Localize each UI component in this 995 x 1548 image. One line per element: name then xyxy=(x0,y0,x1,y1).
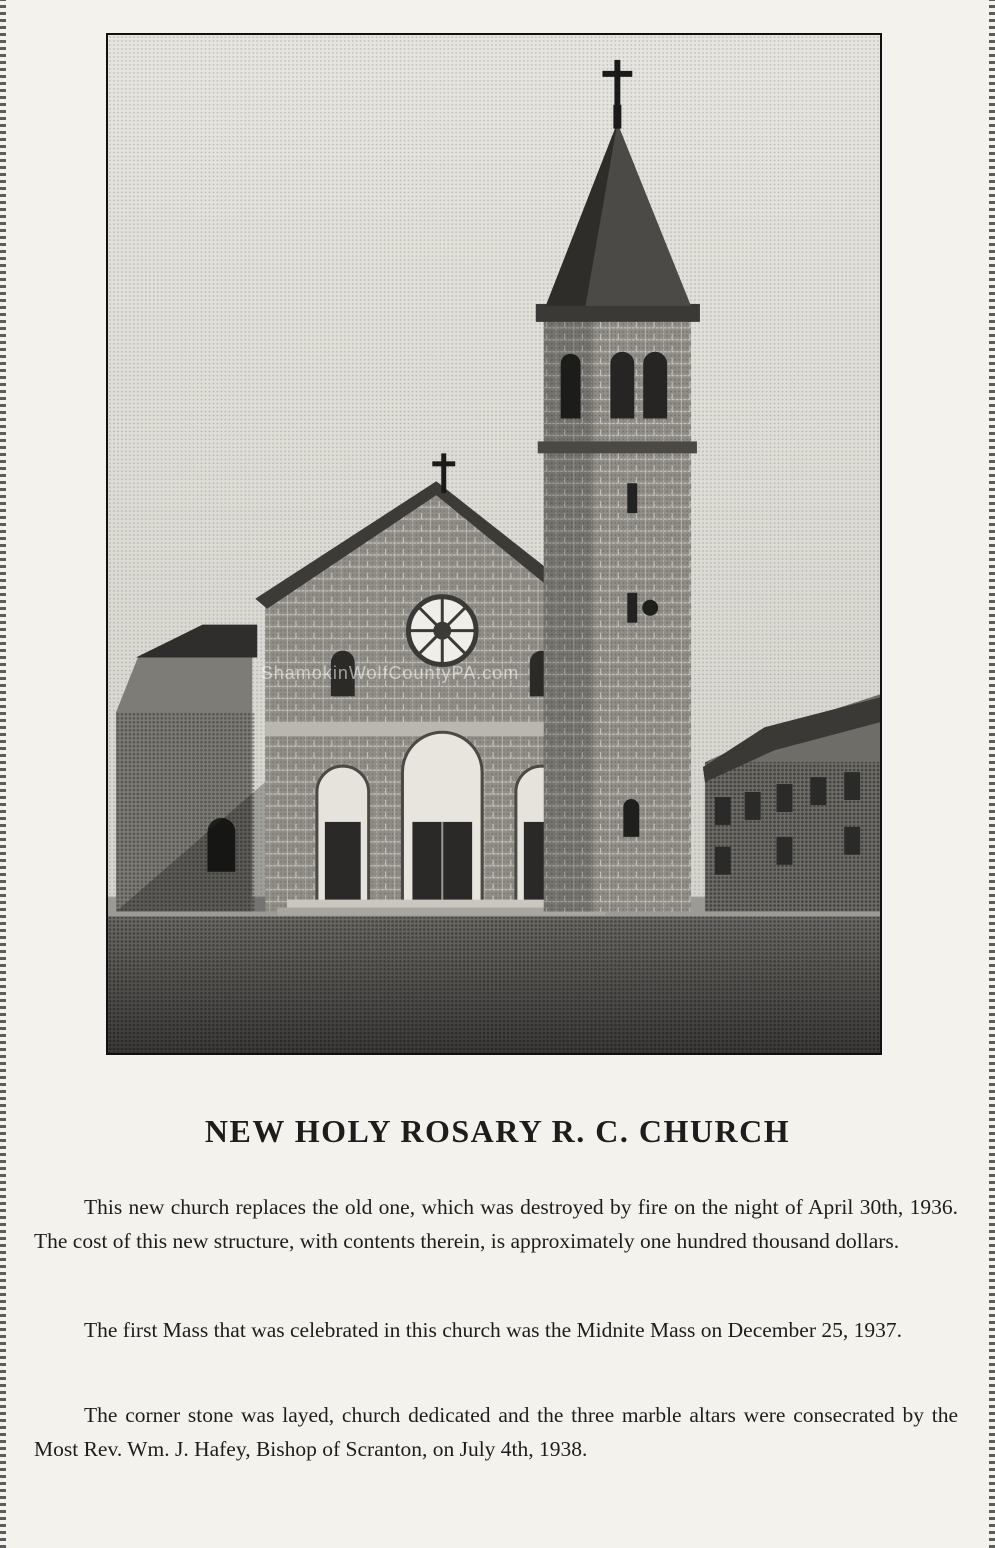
paragraph-text: The corner stone was layed, church dedicated and the three marble altars were consecrated by the Most Rev. Wm. J. Hafey, Bishop of Scranton, on July 4th, 1938. xyxy=(34,1403,958,1461)
left-perforated-edge xyxy=(0,0,6,1548)
paragraph-text: This new church replaces the old one, which was destroyed by fire on the night of April 30th, 1936. The cost of this new structure, with contents therein, is approximately one hundred thousand dollars. xyxy=(34,1195,958,1253)
right-perforated-edge xyxy=(989,0,995,1548)
paragraph-text: The first Mass that was celebrated in this church was the Midnite Mass on December 25, 1937. xyxy=(84,1318,902,1342)
paragraph-fire-history xyxy=(34,1190,958,1258)
photo-watermark: ShamokinWolfCountyPA.com xyxy=(260,663,520,683)
church-illustration xyxy=(108,35,880,1053)
page-title: NEW HOLY ROSARY R. C. CHURCH xyxy=(204,1113,791,1149)
paragraph-dedication xyxy=(34,1398,958,1466)
paragraph-first-mass xyxy=(34,1313,958,1347)
church-photograph xyxy=(106,33,882,1055)
